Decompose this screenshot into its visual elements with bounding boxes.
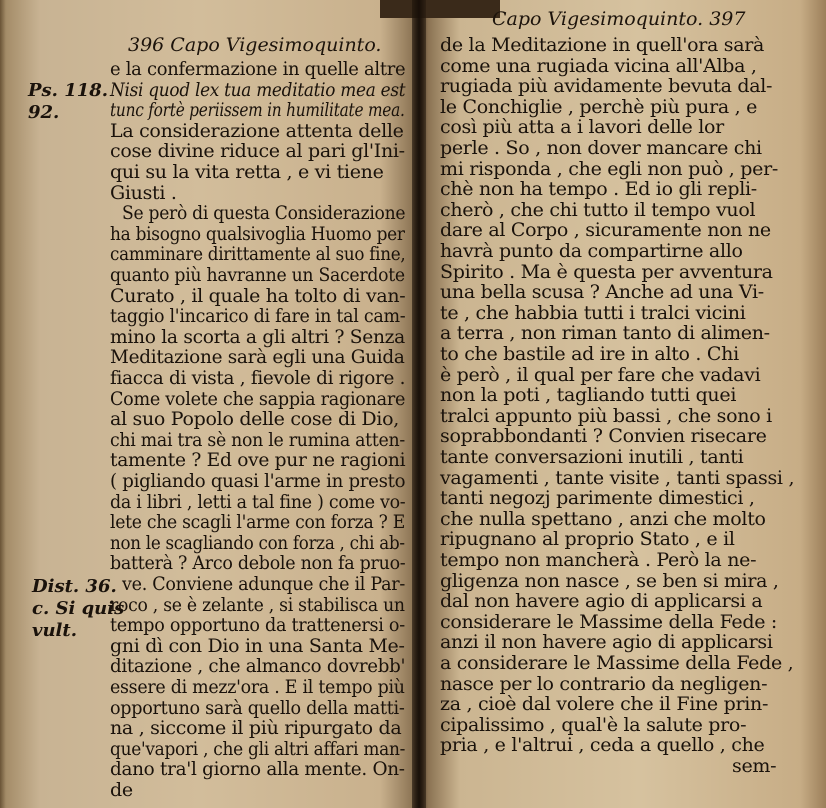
text-line: ripugnano al proprio Stato , e il (440, 528, 735, 551)
text-line: tempo opportuno da trattenersi o- (110, 614, 405, 637)
text-line: tamente ? Ed ove pur ne ragioni (110, 449, 406, 472)
text-line: za , cioè dal volere che il Fine prin- (440, 693, 769, 716)
text-line: non le scagliando con forza , chi ab- (110, 531, 405, 554)
text-line: taggio l'incarico di fare in tal cam- (110, 305, 406, 328)
text-line: a terra , non riman tanto di alimen- (440, 322, 770, 345)
text-line: Meditazione sarà egli una Guida (110, 346, 405, 369)
text-line: Giusti . (110, 181, 177, 204)
text-line: tempo non mancherà . Però la ne- (440, 549, 757, 571)
text-line: opportuno sarà quello della matti- (110, 696, 405, 719)
text-line: ditazione , che almanco dovrebb' (110, 655, 406, 678)
text-line: de la Meditazione in quell'ora sarà (440, 34, 765, 56)
text-line: rugiada più avidamente bevuta dal- (440, 75, 773, 98)
text-line: a considerare le Massime della Fede , (440, 652, 794, 674)
text-line: cose divine riduce al pari gl'Ini- (110, 140, 405, 163)
text-line: e la confermazione in quelle altre (110, 58, 406, 80)
text-line: una bella scusa ? Anche ad una Vi- (440, 281, 764, 304)
text-line: fiacca di vista , fievole di rigore . (110, 367, 406, 389)
text-line: lete che scagli l'arme con forza ? E (110, 511, 406, 534)
text-line: nasce per lo contrario da negligen- (440, 672, 768, 695)
text-line: tante conversazioni inutili , tanti (440, 446, 744, 468)
text-line: ( pigliando quasi l'arme in presto (110, 470, 406, 492)
text-line: cherò , che chi tutto il tempo vuol (440, 198, 756, 221)
text-line: batterà ? Arco debole non fa pruo- (110, 552, 406, 575)
margin-note: c. Si quis (32, 598, 125, 619)
text-line: perle . So , non dover mancare chi (440, 137, 762, 159)
text-line: tralci appunto più bassi , che sono i (440, 404, 772, 427)
text-line: dano tra'l giorno alla mente. On- (110, 758, 405, 781)
text-line: Come volete che sappia ragionare (110, 387, 406, 410)
text-line: na , siccome il più ripurgato da (110, 717, 402, 740)
text-line: vagamenti , tante visite , tanti spassi , (440, 466, 795, 489)
text-line: dal non havere agio di applicarsi a (440, 590, 763, 613)
text-line: cipalissimo , qual'è la salute pro- (440, 713, 747, 736)
text-line: le Conchiglie , perchè più pura , e (440, 95, 758, 118)
text-line: Curato , il quale ha tolto di van- (110, 284, 406, 307)
text-line: qui su la vita retta , e vi tiene (110, 161, 384, 183)
text-line: non la poti , tagliando tutti quei (440, 384, 737, 407)
margin-note: vult. (32, 620, 77, 641)
text-line: chè non ha tempo . Ed io gli repli- (440, 178, 757, 201)
text-line: gni dì con Dio in una Santa Me- (110, 634, 405, 657)
text-line: anzi il non havere agio di applicarsi (440, 631, 773, 654)
text-line: dare al Corpo , sicuramente non ne (440, 219, 771, 242)
text-line: da i libri , letti a tal fine ) come vo- (110, 490, 406, 513)
left-page-header: 396 Capo Vigesimoquinto. (128, 34, 382, 56)
margin-note: Ps. 118. (28, 80, 109, 101)
text-line: de (110, 779, 133, 801)
right-page (422, 0, 826, 808)
text-line: Spirito . Ma è questa per avventura (440, 260, 773, 283)
text-line: te , che habbia tutti i tralci vicini (440, 301, 746, 324)
right-page-header: Capo Vigesimoquinto. 397 (492, 8, 746, 30)
text-line: mino la scorta a gli altri ? Senza (110, 325, 405, 348)
text-line: tanti negozj parimente dimestici , (440, 487, 755, 510)
text-line: Se però di questa Considerazione (122, 202, 406, 225)
text-line: ha bisogno qualsivoglia Huomo per (110, 222, 405, 245)
text-line: to che bastile ad ire in alto . Chi (440, 343, 739, 365)
text-line: essere di mezz'ora . E il tempo più (110, 676, 405, 698)
text-line: pria , e l'altrui , ceda a quello , che (440, 734, 765, 757)
text-line: Nisi quod lex tua meditatio mea est (110, 78, 406, 101)
text-line: tunc fortè periissem in humilitate mea. (110, 99, 405, 122)
margin-note: Dist. 36. (32, 576, 117, 597)
text-line: La considerazione attenta delle (110, 119, 404, 142)
text-line: così più atta a i lavori delle lor (440, 116, 724, 139)
text-line: que'vapori , che gli altri affari man- (110, 737, 406, 760)
text-line: mi risponda , che egli non può , per- (440, 157, 778, 180)
text-line: quanto più havranne un Sacerdote (110, 264, 405, 286)
text-line: che nulla spettano , anzi che molto (440, 507, 766, 530)
margin-note: 92. (28, 102, 60, 123)
text-line: gligenza non nasce , se ben si mira , (440, 569, 779, 592)
text-line: chi mai tra sè non le rumina atten- (110, 428, 405, 451)
text-line: camminare dirittamente al suo fine, (110, 243, 406, 266)
text-line: è però , il qual per fare che vadavi (440, 363, 761, 386)
text-line: soprabbondanti ? Convien risecare (440, 425, 767, 448)
text-line: sem- (732, 755, 777, 777)
text-line: considerare le Massime della Fede : (440, 610, 778, 633)
text-line: come una rugiada vicina all'Alba , (440, 54, 757, 77)
text-line: al suo Popolo delle cose di Dio, (110, 408, 399, 431)
text-line: havrà punto da compartirne allo (440, 240, 743, 262)
text-line: ve. Conviene adunque che il Par- (122, 573, 406, 595)
text-line: roco , se è zelante , si stabilisca un (110, 593, 405, 616)
